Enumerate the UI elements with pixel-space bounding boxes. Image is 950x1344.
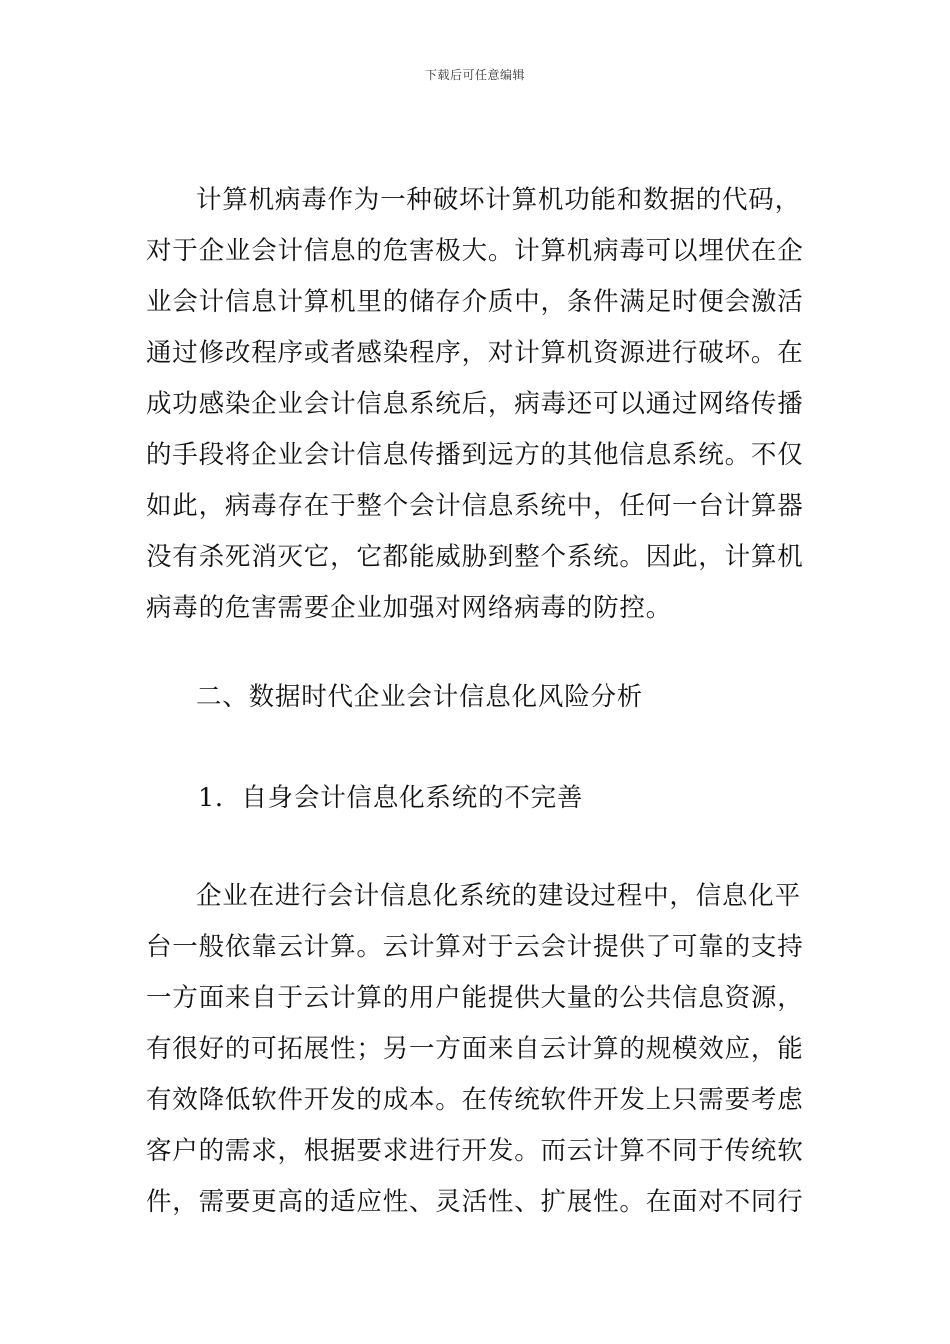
paragraph-line: 台一般依靠云计算。云计算对于云会计提供了可靠的支持 xyxy=(146,932,804,962)
paragraph-line: 没有杀死消灭它，它都能威胁到整个系统。因此，计算机 xyxy=(146,542,804,572)
section-heading: 二、数据时代企业会计信息化风险分析 xyxy=(196,682,644,712)
paragraph-line: 有效降低软件开发的成本。在传统软件开发上只需要考虑 xyxy=(146,1085,804,1115)
paragraph-line: 如此，病毒存在于整个会计信息系统中，任何一台计算器 xyxy=(146,491,804,521)
paragraph-line: 件，需要更高的适应性、灵活性、扩展性。在面对不同行 xyxy=(146,1187,804,1217)
paragraph-line: 有很好的可拓展性；另一方面来自云计算的规模效应，能 xyxy=(146,1034,804,1064)
subsection-heading: 1．自身会计信息化系统的不完善 xyxy=(198,783,584,813)
paragraph-line: 病毒的危害需要企业加强对网络病毒的防控。 xyxy=(146,593,673,623)
paragraph-line: 计算机病毒作为一种破坏计算机功能和数据的代码， xyxy=(196,185,801,215)
paragraph-line: 客户的需求，根据要求进行开发。而云计算不同于传统软 xyxy=(146,1136,804,1166)
paragraph-line: 业会计信息计算机里的储存介质中，条件满足时便会激活 xyxy=(146,287,804,317)
paragraph-line: 对于企业会计信息的危害极大。计算机病毒可以埋伏在企 xyxy=(146,236,804,266)
paragraph-line: 企业在进行会计信息化系统的建设过程中，信息化平 xyxy=(196,881,801,911)
paragraph-line: 通过修改程序或者感染程序，对计算机资源进行破坏。在 xyxy=(146,338,804,368)
page-header: 下载后可任意编辑 xyxy=(424,68,525,82)
paragraph-line: 的手段将企业会计信息传播到远方的其他信息系统。不仅 xyxy=(146,440,804,470)
paragraph-line: 一方面来自于云计算的用户能提供大量的公共信息资源， xyxy=(146,983,804,1013)
paragraph-line: 成功感染企业会计信息系统后，病毒还可以通过网络传播 xyxy=(146,389,804,419)
